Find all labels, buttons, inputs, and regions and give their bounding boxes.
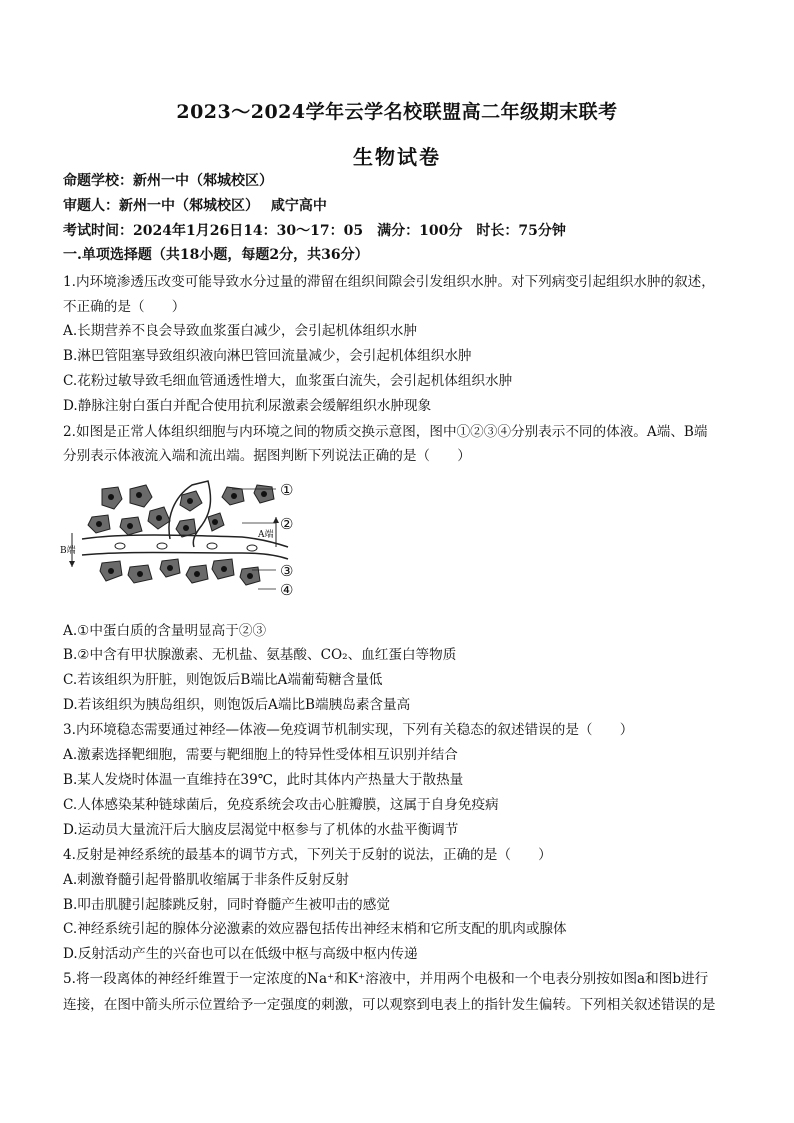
q1-stem-2: 不正确的是（ ）	[63, 299, 186, 315]
reviewer: 审题人：新州一中（邾城校区） 咸宁高中	[63, 198, 327, 214]
q2-option-a: A.①中蛋白质的含量明显高于②③	[63, 623, 267, 639]
q1-option-b: B.淋巴管阻塞导致组织液向淋巴管回流量减少，会引起机体组织水肿	[63, 348, 472, 364]
q3-option-d: D.运动员大量流汗后大脑皮层渴觉中枢参与了机体的水盐平衡调节	[63, 822, 459, 838]
q2-stem-1: 2.如图是正常人体组织细胞与内环境之间的物质交换示意图，图中①②③④分别表示不同的体液。A端、B端	[63, 424, 708, 440]
exam-title: 2023～2024学年云学名校联盟高二年级期末联考	[176, 101, 618, 123]
q4-option-b: B.叩击肌腱引起膝跳反射，同时脊髓产生被叩击的感觉	[63, 897, 390, 913]
setter-school: 命题学校：新州一中（邾城校区）	[63, 173, 273, 189]
q1-option-a: A.长期营养不良会导致血浆蛋白减少，会引起机体组织水肿	[63, 323, 417, 339]
q3-option-b: B.某人发烧时体温一直维持在39℃，此时其体内产热量大于散热量	[63, 772, 464, 788]
q2-option-b: B.②中含有甲状腺激素、无机盐、氨基酸、CO₂、血红蛋白等物质	[63, 647, 457, 663]
tissue-exchange-diagram	[62, 477, 308, 607]
exam-subject: 生物试卷	[353, 145, 441, 169]
figure-label-1: ①	[280, 481, 294, 499]
q4-option-d: D.反射活动产生的兴奋也可以在低级中枢与高级中枢内传递	[63, 946, 418, 962]
figure-a-end: A端	[258, 530, 274, 540]
q5-stem-2: 连接，在图中箭头所示位置给予一定强度的刺激，可以观察到电表上的指针发生偏转。下列相关叙述错误的是	[63, 997, 716, 1013]
q3-stem: 3.内环境稳态需要通过神经—体液—免疫调节机制实现，下列有关稳态的叙述错误的是（ ）	[63, 722, 634, 738]
q5-stem-1: 5.将一段离体的神经纤维置于一定浓度的Na⁺和K⁺溶液中，并用两个电极和一个电表分别按如图a和图b进行	[63, 971, 709, 987]
q2-option-d: D.若该组织为胰岛组织，则饱饭后A端比B端胰岛素含量高	[63, 697, 411, 713]
q2-option-c: C.若该组织为肝脏，则饱饭后B端比A端葡萄糖含量低	[63, 672, 383, 688]
figure-label-4: ④	[280, 581, 294, 599]
q1-stem-1: 1.内环境渗透压改变可能导致水分过量的滞留在组织间隙会引发组织水肿。对下列病变引起组织水肿的叙述，	[63, 274, 715, 290]
q3-option-c: C.人体感染某种链球菌后，免疫系统会攻击心脏瓣膜，这属于自身免疫病	[63, 797, 499, 813]
q4-option-a: A.刺激脊髓引起骨骼肌收缩属于非条件反射反射	[63, 872, 350, 888]
figure-label-3: ③	[280, 562, 294, 580]
q2-stem-2: 分别表示体液流入端和流出端。据图判断下列说法正确的是（ ）	[63, 448, 471, 464]
q4-option-c: C.神经系统引起的腺体分泌激素的效应器包括传出神经末梢和它所支配的肌肉或腺体	[63, 921, 567, 937]
figure-b-end: B端	[60, 546, 76, 556]
section-heading: 一.单项选择题（共18小题，每题2分，共36分）	[63, 247, 369, 263]
figure-label-2: ②	[280, 515, 294, 533]
q1-option-c: C.花粉过敏导致毛细血管通透性增大，血浆蛋白流失，会引起机体组织水肿	[63, 373, 513, 389]
exam-time: 考试时间：2024年1月26日14：30～17：05 满分：100分 时长：75分钟	[63, 223, 566, 239]
q1-option-d: D.静脉注射白蛋白并配合使用抗利尿激素会缓解组织水肿现象	[63, 398, 432, 414]
q4-stem: 4.反射是神经系统的最基本的调节方式，下列关于反射的说法，正确的是（ ）	[63, 847, 552, 863]
q3-option-a: A.激素选择靶细胞，需要与靶细胞上的特异性受体相互识别并结合	[63, 747, 458, 763]
